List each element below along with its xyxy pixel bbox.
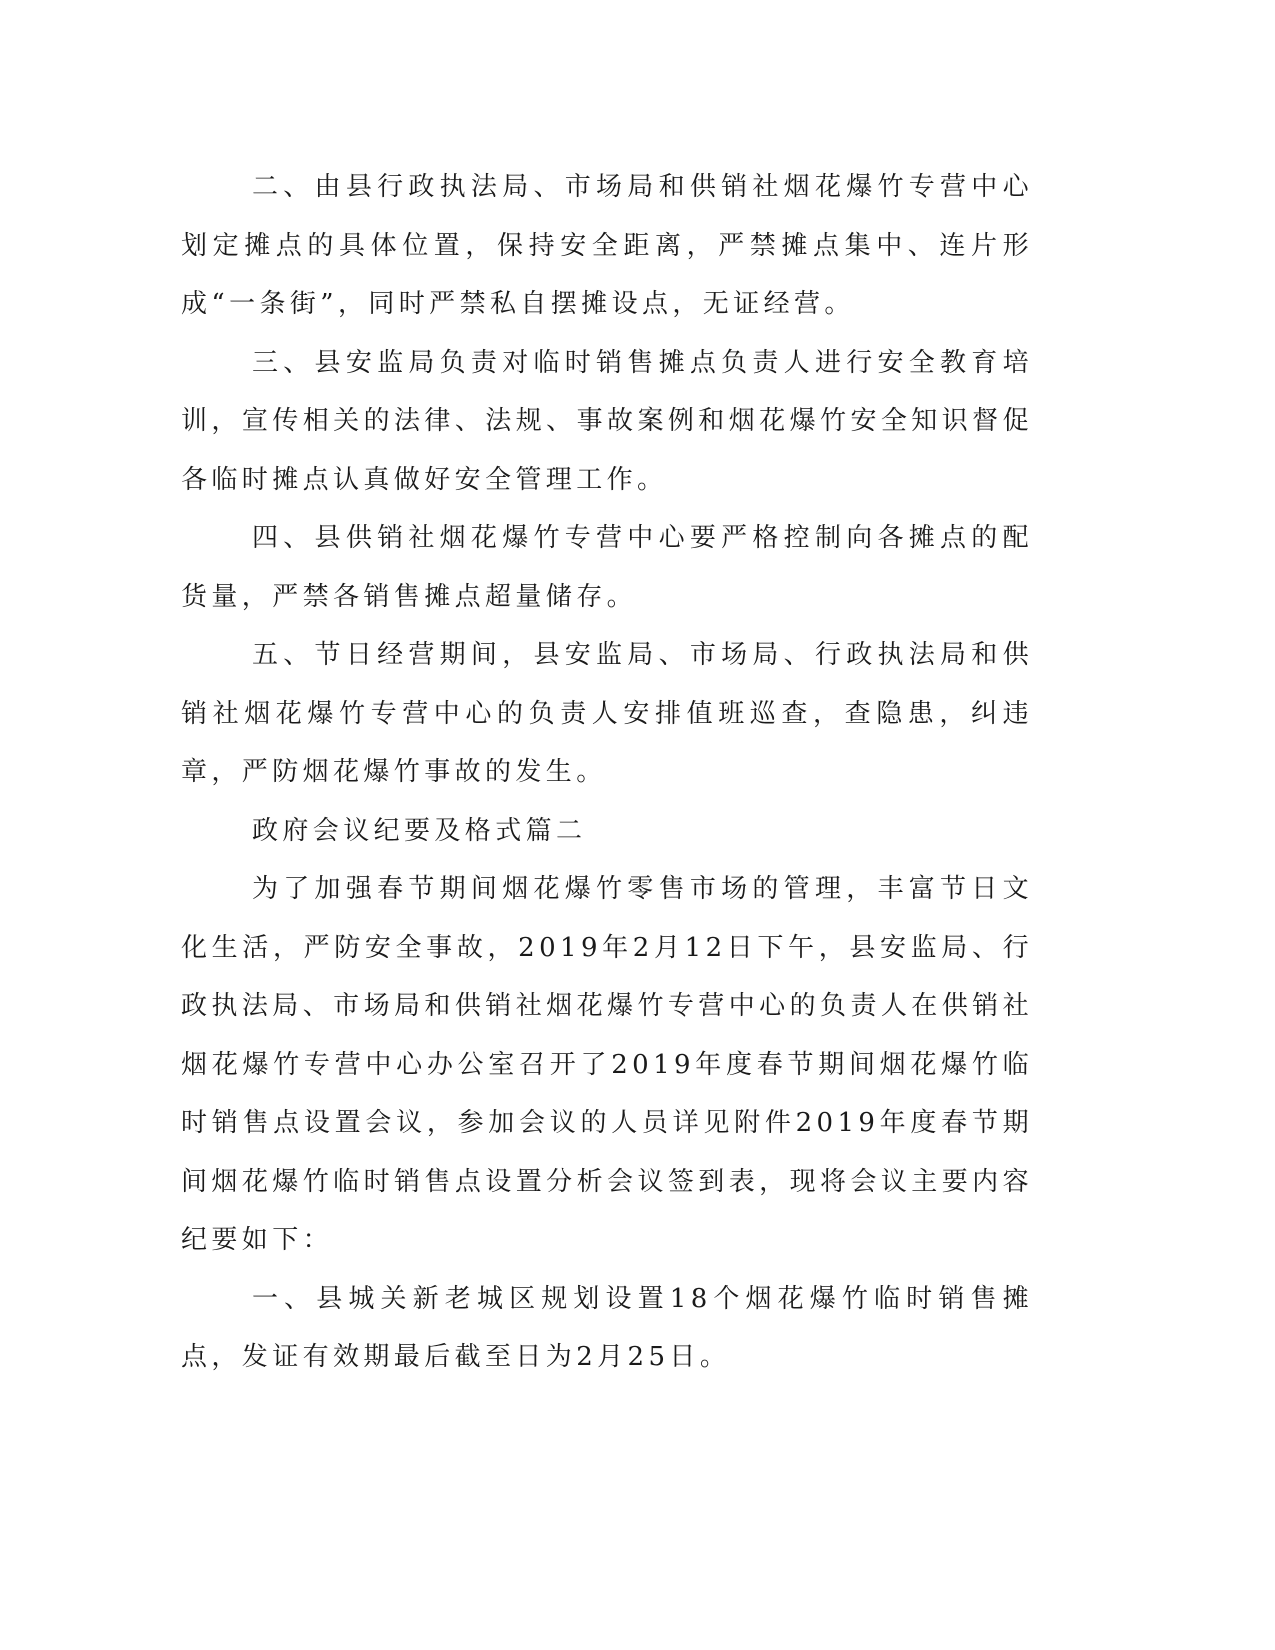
paragraph-supply-control: 四、县供销社烟花爆竹专营中心要严格控制向各摊点的配货量，严禁各销售摊点超量储存。 [181,523,1033,612]
paragraph-holiday-patrol: 五、节日经营期间，县安监局、市场局、行政执法局和供销社烟花爆竹专营中心的负责人安排值班巡查，查隐患，纠违章，严防烟花爆竹事故的发生。 [181,640,1033,787]
paragraph-stall-count: 一、县城关新老城区规划设置18个烟花爆竹临时销售摊点，发证有效期最后截至日为2月25日。 [181,1283,1033,1372]
section-heading: 政府会议纪要及格式篇二 [252,815,587,846]
paragraph-stall-location: 二、由县行政执法局、市场局和供销社烟花爆竹专营中心划定摊点的具体位置，保持安全距离，严禁摊点集中、连片形成“一条街”，同时严禁私自摆摊设点，无证经营。 [181,172,1033,319]
paragraph-safety-training: 三、县安监局负责对临时销售摊点负责人进行安全教育培训，宣传相关的法律、法规、事故案例和烟花爆竹安全知识督促各临时摊点认真做好安全管理工作。 [181,347,1033,495]
document-body [181,158,1033,1387]
paragraph-meeting-intro: 为了加强春节期间烟花爆竹零售市场的管理，丰富节日文化生活，严防安全事故，2019年2月12日下午，县安监局、行政执法局、市场局和供销社烟花爆竹专营中心的负责人在供销社烟花爆竹专营中心办公室召开了2019年度春节期间烟花爆竹临时销售点设置会议，参加会议的人员详见附件2019年度春节期间烟花爆竹临时销售点设置分析会议签到表，现将会议主要内容纪要如下： [181,874,1033,1255]
